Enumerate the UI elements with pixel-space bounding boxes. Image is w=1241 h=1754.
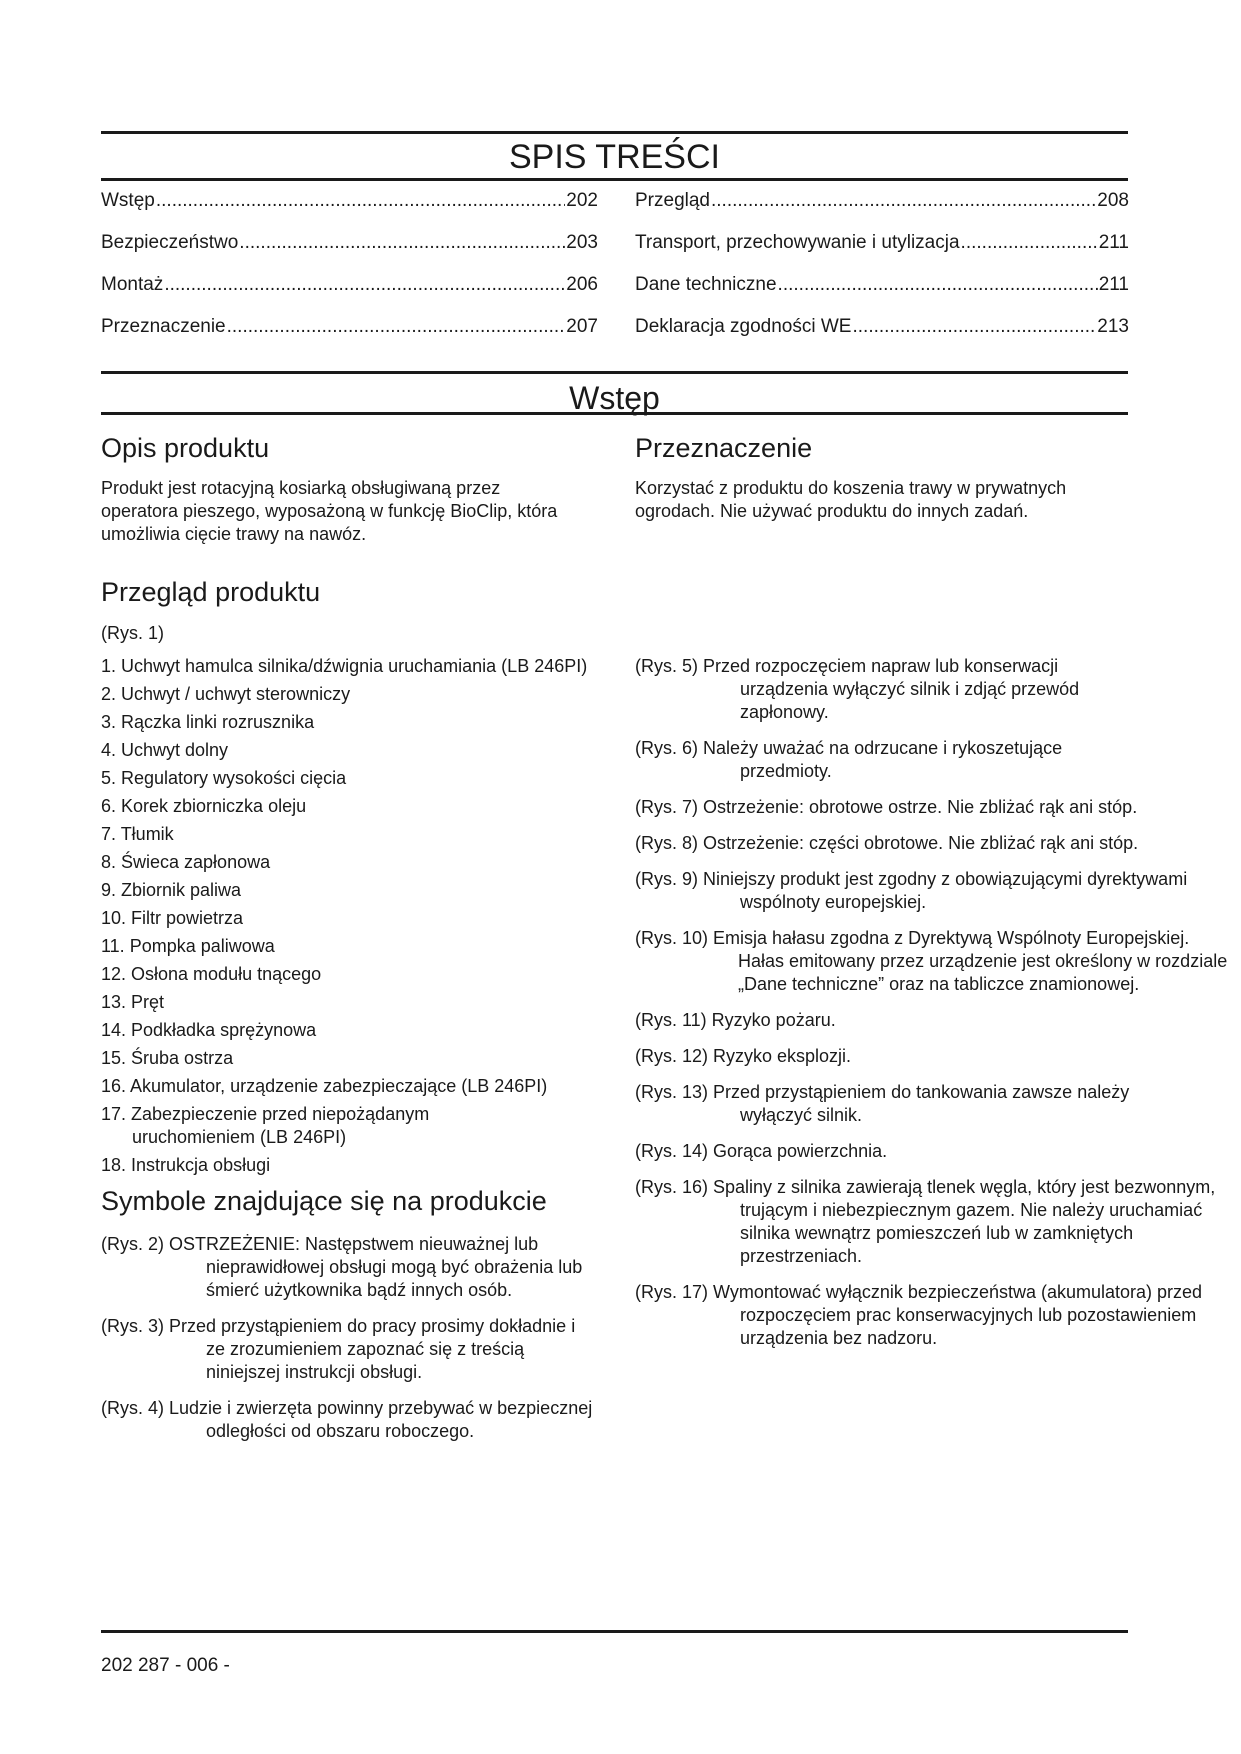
list-item: 12. Osłona modułu tnącego xyxy=(101,964,322,984)
toc-entry[interactable]: Montaż ..... 206 xyxy=(101,274,598,316)
przeznaczenie-heading: Przeznaczenie xyxy=(635,433,813,463)
symbol-description: (Rys. 10) Emisja hałasu zgodna z Dyrektywą Wspólnoty Europejskiej. Hałas emitowany przez urządzenie jest określony w rozdziale „Dane techniczne” oraz na tabliczce znamionowej. xyxy=(635,928,1228,994)
toc-entry[interactable]: Przeznaczenie ..... 207 xyxy=(101,316,598,358)
list-item: 4. Uchwyt dolny xyxy=(101,740,229,760)
page-number: 202 287 - 006 - xyxy=(101,1655,230,1676)
symbol-description: (Rys. 11) Ryzyko pożaru. xyxy=(635,1010,836,1030)
left-column xyxy=(101,432,601,1456)
section-title: Wstęp xyxy=(569,380,660,416)
symbol-description: (Rys. 13) Przed przystąpieniem do tankowania zawsze należy wyłączyć silnik. xyxy=(635,1082,1130,1125)
list-item: 3. Rączka linki rozrusznika xyxy=(101,712,315,732)
list-item: 5. Regulatory wysokości cięcia xyxy=(101,768,347,788)
list-item: 1. Uchwyt hamulca silnika/dźwignia uruchamiania (LB 246PI) xyxy=(101,656,588,676)
list-item: 11. Pompka paliwowa xyxy=(101,936,275,956)
list-item: 14. Podkładka sprężynowa xyxy=(101,1020,317,1040)
toc-entry[interactable]: Przegląd ..... 208 xyxy=(635,190,1129,232)
symbol-description: (Rys. 17) Wymontować wyłącznik bezpieczeństwa (akumulatora) przed rozpoczęciem prac konserwacyjnych lub pozostawieniem urządzenia bez nadzoru. xyxy=(635,1282,1203,1348)
opis-text: Produkt jest rotacyjną kosiarką obsługiwaną przez operatora pieszego, wyposażoną w funkcję BioClip, która umożliwia cięcie trawy na nawóz. xyxy=(101,478,558,544)
symbol-description: (Rys. 3) Przed przystąpieniem do pracy prosimy dokładnie i ze zrozumieniem zapoznać się z treścią niniejszej instrukcji obsługi. xyxy=(101,1316,576,1382)
list-item: 7. Tłumik xyxy=(101,824,174,844)
toc-left-column xyxy=(101,190,598,360)
list-item: 2. Uchwyt / uchwyt sterowniczy xyxy=(101,684,351,704)
component-list xyxy=(101,655,601,1177)
symbol-description: (Rys. 4) Ludzie i zwierzęta powinny przebywać w bezpiecznej odległości od obszaru roboczego. xyxy=(101,1398,593,1441)
symbol-description: (Rys. 16) Spaliny z silnika zawierają tlenek węgla, który jest bezwonnym, trującym i niebezpiecznym gazem. Nie należy uruchamiać silnika wewnątrz pomieszczeń lub w zamkniętych przestrzeniach. xyxy=(635,1177,1216,1266)
toc-entry[interactable]: Dane techniczne ..... 211 xyxy=(635,274,1129,316)
symbol-description: (Rys. 12) Ryzyko eksplozji. xyxy=(635,1046,852,1066)
symbol-description: (Rys. 14) Gorąca powierzchnia. xyxy=(635,1141,888,1161)
toc-entry[interactable]: Deklaracja zgodności WE ..... 213 xyxy=(635,316,1129,358)
toc-right-column xyxy=(635,190,1129,360)
symbol-description: (Rys. 8) Ostrzeżenie: części obrotowe. Nie zbliżać rąk ani stóp. xyxy=(635,833,1139,853)
symbol-description: (Rys. 2) OSTRZEŻENIE: Następstwem nieuważnej lub nieprawidłowej obsługi mogą być obrażenia lub śmierć użytkownika bądź innych osób. xyxy=(101,1234,583,1300)
list-item: 15. Śruba ostrza xyxy=(101,1048,234,1068)
list-item: 13. Pręt xyxy=(101,992,165,1012)
przeglad-ref: (Rys. 1) xyxy=(101,623,164,643)
list-item: 10. Filtr powietrza xyxy=(101,908,244,928)
right-column xyxy=(635,432,1135,523)
przeglad-heading: Przegląd produktu xyxy=(101,577,321,607)
symbole-heading: Symbole znajdujące się na produkcie xyxy=(101,1186,547,1216)
symbole-left-list xyxy=(101,1233,591,1443)
list-item: 16. Akumulator, urządzenie zabezpieczające (LB 246PI) xyxy=(101,1076,548,1096)
list-item: 9. Zbiornik paliwa xyxy=(101,880,242,900)
przeznaczenie-text: Korzystać z produktu do koszenia trawy w prywatnych ogrodach. Nie używać produktu do innych zadań. xyxy=(635,478,1067,521)
toc-title-rule xyxy=(101,178,1128,181)
toc-title: SPIS TREŚCI xyxy=(509,138,720,176)
top-rule xyxy=(101,131,1128,134)
toc-entry[interactable]: Wstęp ..... 202 xyxy=(101,190,598,232)
symbol-description: (Rys. 9) Niniejszy produkt jest zgodny z obowiązującymi dyrektywami wspólnoty europejskiej. xyxy=(635,869,1188,912)
list-item: 6. Korek zbiorniczka oleju xyxy=(101,796,307,816)
toc-entry[interactable]: Transport, przechowywanie i utylizacja ..... 211 xyxy=(635,232,1129,274)
symbol-description: (Rys. 5) Przed rozpoczęciem napraw lub konserwacji urządzenia wyłączyć silnik i zdjąć przewód zapłonowy. xyxy=(635,656,1080,722)
list-item: 8. Świeca zapłonowa xyxy=(101,852,271,872)
footer-rule xyxy=(101,1630,1128,1633)
opis-heading: Opis produktu xyxy=(101,433,270,463)
symbol-description: (Rys. 7) Ostrzeżenie: obrotowe ostrze. Nie zbliżać rąk ani stóp. xyxy=(635,797,1138,817)
symbol-description: (Rys. 6) Należy uważać na odrzucane i rykoszetujące przedmioty. xyxy=(635,738,1063,781)
list-item: 17. Zabezpieczenie przed niepożądanym uruchomieniem (LB 246PI) xyxy=(101,1104,430,1147)
list-item: 18. Instrukcja obsługi xyxy=(101,1155,271,1175)
symbole-right-list xyxy=(635,655,1228,1363)
toc-bottom-rule xyxy=(101,371,1128,374)
toc-entry[interactable]: Bezpieczeństwo ..... 203 xyxy=(101,232,598,274)
